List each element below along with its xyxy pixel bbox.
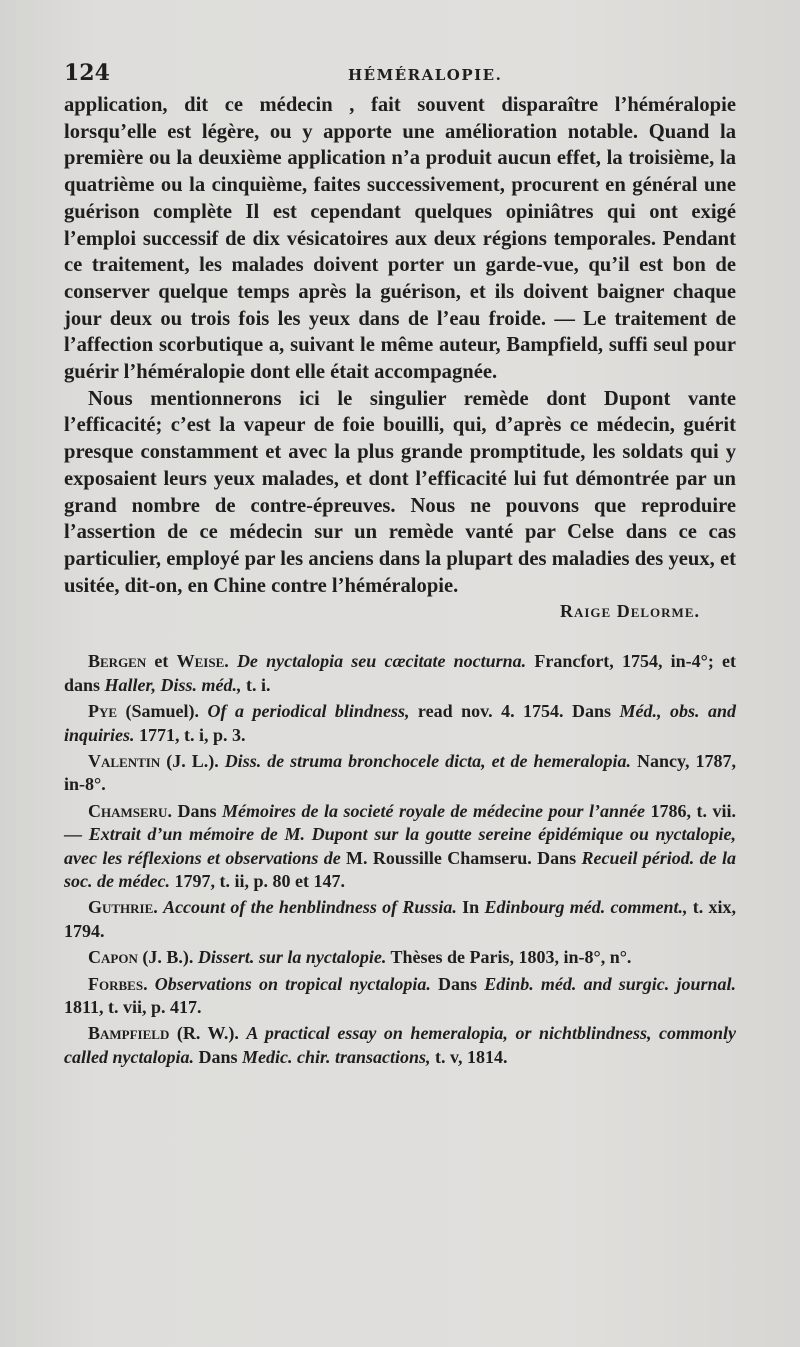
bib-text: Nancy, 1787, in-8°. <box>64 750 736 795</box>
bibliography-entry <box>64 750 736 797</box>
bib-title: Of a periodical blindness, <box>207 701 410 722</box>
bib-text: (R. W.). <box>169 1023 247 1044</box>
bib-text: In <box>456 897 485 918</box>
paragraph: application, dit ce médecin , fait souvent disparaître l’héméralopie lorsqu’elle est légère, ou y apporte une amélioration notable. Quand la première ou la deuxième application n’a produit aucun effet, la troisième, la quatrième ou la cinquième, faites successivement, procurent en général une guérison complète Il est cependant quelques opiniâtres qui ont exigé l’emploi successif de dix vésicatoires aux deux régions temporales. Pendant ce traitement, les malades doivent porter un garde-vue, qu’il est bon de conserver quelque temps après la guérison, et ils doivent baigner chaque jour deux ou trois fois les yeux dans de l’eau froide. — Le traitement de l’affection scorbutique a, suivant le même auteur, Bampfield, suffi seul pour guérir l’héméralopie dont elle était accompagnée. <box>64 94 736 384</box>
page-number: 124 <box>64 60 110 86</box>
bib-title: Observations on tropical nyctalopia. <box>154 973 431 994</box>
running-title: HÉMÉRALOPIE. <box>348 66 503 84</box>
bibliography-entry <box>64 896 736 943</box>
bib-text: . <box>153 897 164 918</box>
bib-author: Bampfield <box>88 1023 170 1044</box>
bib-text: . Dans <box>167 800 222 821</box>
bibliography-entry <box>64 946 736 969</box>
paragraph: Nous mentionnerons ici le singulier remède dont Dupont vante l’efficacité; c’est la vapeur de foie bouilli, qui, d’après ce médecin, guérit presque constamment et avec la plus grande promptitude, les soldats qui y exposaient leurs yeux malades, et dont l’efficacité lui fut démontrée par un grand nombre de contre-épreuves. Nous ne pouvons que reproduire l’assertion de ce médecin sur un remède vanté par Celse dans ce cas particulier, employé par les anciens dans la plupart des maladies des yeux, et usitée, dit-on, en Chine contre l’héméralopie. <box>64 387 736 597</box>
bibliography-entry <box>64 800 736 894</box>
bib-title: Account of the henblindness of Russia. <box>163 897 457 918</box>
bib-title: Dissert. sur la nyctalopie. <box>197 947 387 968</box>
bib-author: Pye <box>88 701 118 722</box>
bib-text: Francfort, 1754, in-4°; et dans <box>64 651 737 695</box>
bib-title: De nyctalopia seu cæcitate nocturna. <box>236 651 527 672</box>
bib-text: (J. B.). <box>137 947 198 968</box>
bib-author: Forbes <box>88 973 144 994</box>
bib-title: Diss. de struma bronchocele dicta, et de hemeralopia. <box>224 750 632 771</box>
bib-text: t. xix, 1794. <box>64 897 737 941</box>
bib-text: (Samuel). <box>117 701 208 722</box>
bib-text: 1811, t. vii, p. 417. <box>64 997 202 1018</box>
bib-title: Medic. chir. transactions, <box>242 1046 431 1067</box>
bib-text: 1771, t. i, p. 3. <box>134 724 246 745</box>
bib-text: t. v, 1814. <box>430 1046 508 1067</box>
bib-author: Guthrie <box>88 897 154 918</box>
bibliography <box>64 650 736 1069</box>
bib-text: M. Roussille Chamseru. Dans <box>340 847 582 868</box>
bib-title: Mémoires de la societé royale de médecine pour l’année <box>222 800 645 821</box>
bibliography-entry <box>64 973 736 1020</box>
bib-text: . <box>224 651 237 672</box>
bib-title: Edinbourg méd. comment., <box>484 897 688 918</box>
page-header <box>64 60 736 86</box>
bib-author: Valentin <box>88 750 161 771</box>
bib-title: A practical essay on hemeralopia, or nichtblindness, commonly called nyctalopia. <box>64 1023 736 1067</box>
bibliography-entry <box>64 700 736 747</box>
bib-author: Capon <box>88 947 138 968</box>
bib-title: Recueil périod. de la soc. de médec. <box>64 847 736 892</box>
bib-text: 1786, t. vii. — <box>64 800 737 845</box>
bib-author: Bergen <box>88 651 147 672</box>
bib-title: Haller, Diss. méd., <box>104 674 242 695</box>
bib-text: Thèses de Paris, 1803, in-8°, n°. <box>386 947 632 968</box>
author-signature: Raige Delorme. <box>559 601 700 622</box>
bib-text: Dans <box>193 1046 242 1067</box>
bib-title: Edinb. méd. and surgic. journal. <box>484 973 737 994</box>
bib-text: . <box>143 973 155 994</box>
bib-text: Dans <box>430 973 485 994</box>
body-text <box>64 92 736 599</box>
bib-text: t. i. <box>241 674 271 695</box>
bib-text: read nov. 4. 1754. Dans <box>409 701 620 722</box>
bibliography-entry <box>64 1022 736 1069</box>
bib-text: (J. L.). <box>160 750 225 771</box>
bib-title: Extrait d’un mémoire de M. Dupont sur la goutte sereine épidémique ou nyctalopie, avec les réflexions et observations de <box>64 824 736 868</box>
bibliography-entry <box>64 650 736 697</box>
bib-text: 1797, t. ii, p. 80 et 147. <box>169 871 345 892</box>
bib-author: Chamseru <box>88 800 168 821</box>
bib-title: Méd., obs. and inquiries. <box>64 701 736 745</box>
bib-author: Weise <box>176 651 225 672</box>
bib-connector: et <box>146 651 177 672</box>
